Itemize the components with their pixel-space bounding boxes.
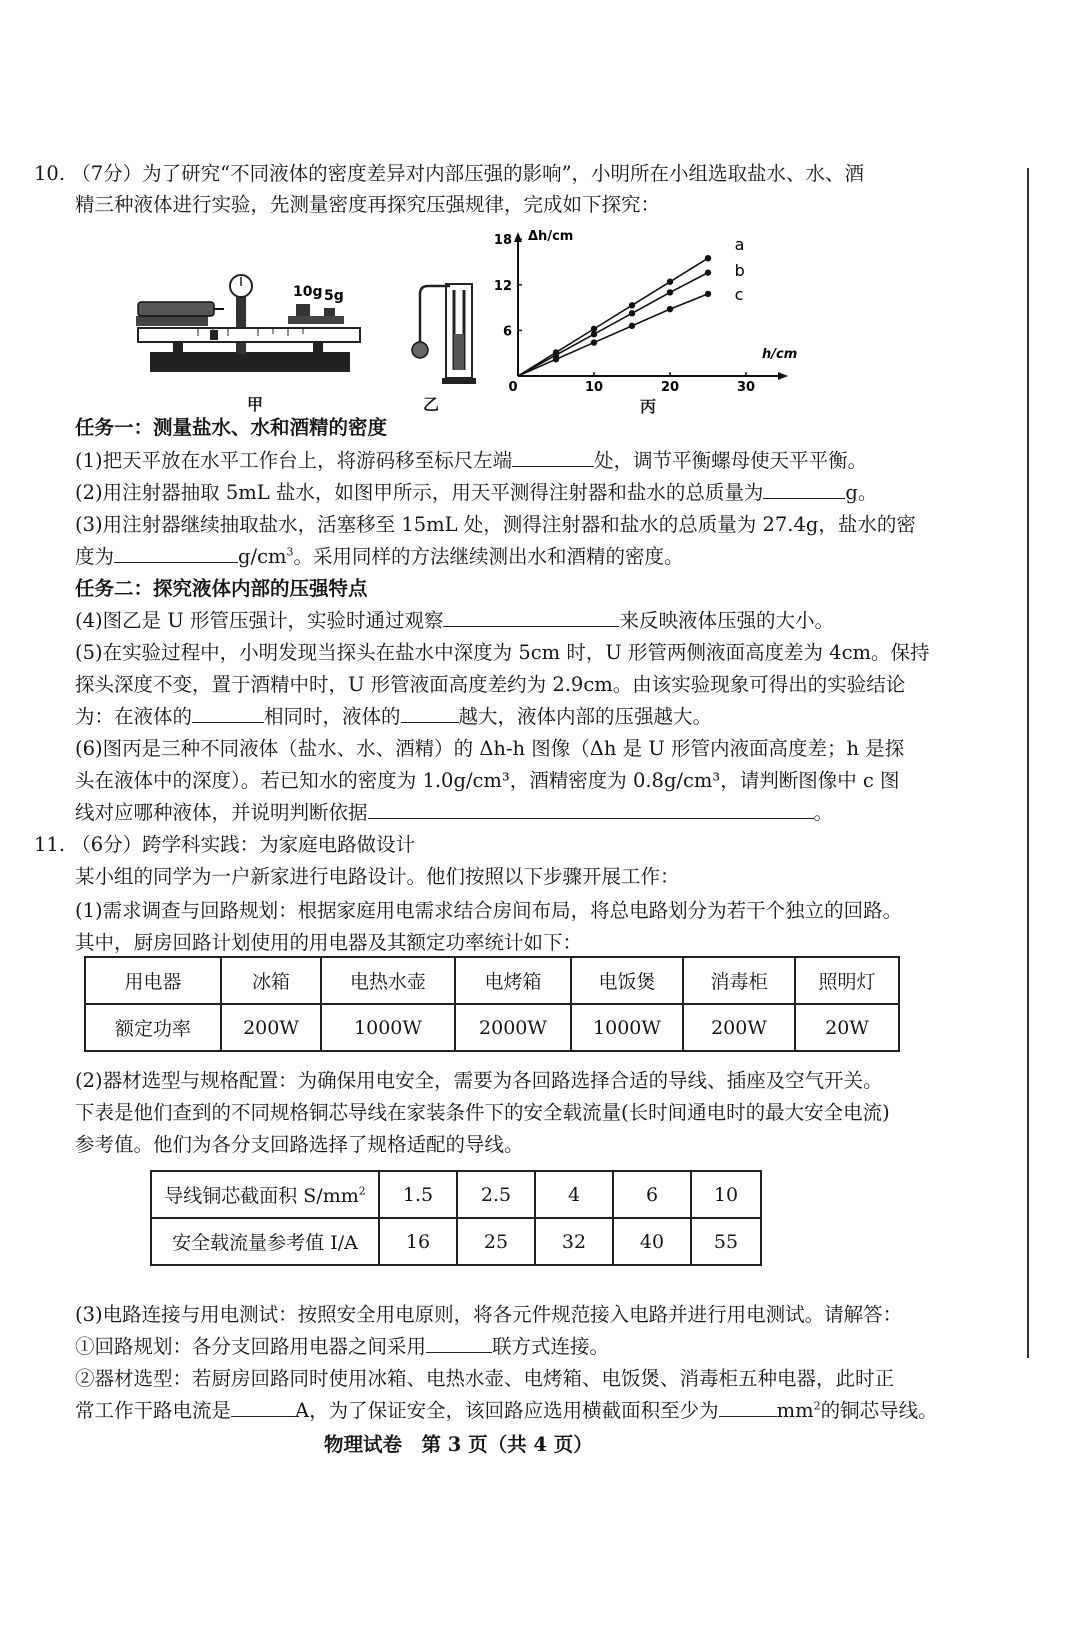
series-label-c: c	[734, 285, 744, 304]
table-cell: 200W	[683, 1004, 795, 1051]
table-row	[151, 1171, 761, 1218]
data-point-b	[629, 310, 635, 316]
blank-1[interactable]	[512, 448, 594, 467]
task2-title: 任务二：探究液体内部的压强特点	[75, 577, 368, 600]
q10-item6-line3: 线对应哪种液体，并说明判断依据 。	[75, 801, 834, 824]
table-cell: 用电器	[85, 957, 221, 1004]
blank-8[interactable]	[426, 1334, 492, 1353]
series-label-a: a	[734, 235, 745, 254]
data-point-c	[553, 356, 559, 362]
series-line-b	[518, 273, 708, 376]
series-line-c	[518, 294, 708, 376]
x-tick-label: 30	[736, 380, 756, 395]
q10-item5-line1: (5)在实验过程中，小明发现当探头在盐水中深度为 5cm 时，U 形管两侧液面高度差为 4cm。保持	[75, 641, 930, 664]
q10-item3-line1: (3)用注射器继续抽取盐水，活塞移至 15mL 处，测得注射器和盐水的总质量为 27.4g，盐水的密	[75, 513, 916, 536]
figure-bing-label: 丙	[640, 397, 657, 416]
table-cell: 10	[691, 1171, 761, 1218]
q11-stem-line1: 11. （6分）跨学科实践：为家庭电路做设计	[34, 833, 416, 856]
y-tick-label: 6	[502, 324, 512, 340]
data-point-b	[667, 289, 673, 295]
table-cell: 200W	[221, 1004, 321, 1051]
blank-6[interactable]	[401, 704, 459, 723]
table-cell: 1000W	[321, 1004, 455, 1051]
q10-item6-line1: (6)图丙是三种不同液体（盐水、水、酒精）的 Δh-h 图像（Δh 是 U 形管内液面高度差；h 是探	[75, 737, 905, 760]
table-header-cell: 导线铜芯截面积 $S/mm^2$	[151, 1171, 379, 1218]
x-tick-label: 10	[584, 380, 604, 395]
data-point-a	[667, 279, 673, 285]
appliance-power-table	[84, 956, 900, 1052]
q11-step2-line1: (2)器材选型与规格配置：为确保用电安全，需要为各回路选择合适的导线、插座及空气开关。	[75, 1069, 883, 1092]
weight-5g-label: 5g	[324, 288, 344, 304]
right-margin-rule	[1027, 168, 1029, 1358]
table-cell: 冰箱	[221, 957, 321, 1004]
data-point-c	[667, 306, 673, 312]
blank-7[interactable]	[368, 800, 814, 819]
table-cell: 40	[613, 1218, 691, 1265]
q10-item3-line2: 度为 $g/cm^3$。采用同样的方法继续测出水和酒精的密度。	[75, 545, 684, 568]
table-cell: 电饭煲	[571, 957, 683, 1004]
figure-balance	[128, 272, 368, 380]
table-cell: 55	[691, 1218, 761, 1265]
data-point-c	[591, 339, 597, 345]
q11-stem-line2: 某小组的同学为一户新家进行电路设计。他们按照以下步骤开展工作：	[75, 865, 680, 888]
table-row	[85, 957, 899, 1004]
x-axis-arrow	[778, 372, 788, 380]
q10-item2: (2)用注射器抽取 5mL 盐水，如图甲所示，用天平测得注射器和盐水的总质量为 g。	[75, 481, 878, 504]
table-cell: 32	[535, 1218, 613, 1265]
table-row	[151, 1218, 761, 1265]
table-cell: 电热水壶	[321, 957, 455, 1004]
table-cell: 消毒柜	[683, 957, 795, 1004]
figure-u-tube-manometer	[400, 282, 480, 388]
data-point-c	[705, 291, 711, 297]
blank-10[interactable]	[719, 1398, 777, 1417]
table-cell: 1.5	[379, 1171, 457, 1218]
q10-stem-line2: 精三种液体进行实验，先测量密度再探究压强规律，完成如下探究：	[75, 193, 661, 216]
table-cell: 2000W	[455, 1004, 571, 1051]
q11-step1-line2: 其中，厨房回路计划使用的用电器及其额定功率统计如下：	[75, 931, 583, 954]
q11-step3-part1: ①回路规划：各分支回路用电器之间采用 联方式连接。	[75, 1335, 610, 1358]
data-point-b	[705, 269, 711, 275]
q11-step2-line2: 下表是他们查到的不同规格铜芯导线在家装条件下的安全载流量(长时间通电时的最大安全电流)	[75, 1101, 890, 1124]
table-cell: 额定功率	[85, 1004, 221, 1051]
table-cell: 电烤箱	[455, 957, 571, 1004]
q11-step2-line3: 参考值。他们为各分支回路选择了规格适配的导线。	[75, 1133, 524, 1156]
table-cell: 1000W	[571, 1004, 683, 1051]
table-row	[85, 1004, 899, 1051]
table-header-cell: 安全载流量参考值 I/A	[151, 1218, 379, 1265]
q10-item5-line3: 为：在液体的 相同时，液体的 越大，液体内部的压强越大。	[75, 705, 713, 728]
q11-step3-part2-line2: 常工作干路电流是 A，为了保证安全，该回路应选用横截面积至少为 $mm^2$的铜芯导线。	[75, 1399, 938, 1422]
q10-item6-line2: 头在液体中的深度）。若已知水的密度为 1.0g/cm³，酒精密度为 0.8g/cm³，请判断图像中 c 图	[75, 769, 900, 792]
q11-step3-part2-line1: ②器材选型：若厨房回路同时使用冰箱、电热水壶、电烤箱、电饭煲、消毒柜五种电器，此时正	[75, 1367, 895, 1390]
table-cell: 2.5	[457, 1171, 535, 1218]
blank-2[interactable]	[763, 480, 845, 499]
table-cell: 4	[535, 1171, 613, 1218]
y-axis-label: Δh/cm	[528, 229, 574, 244]
table-cell: 16	[379, 1218, 457, 1265]
blank-4[interactable]	[443, 608, 619, 627]
q11-step3-intro: (3)电路连接与用电测试：按照安全用电原则，将各元件规范接入电路并进行用电测试。请解答：	[75, 1303, 903, 1326]
data-point-a	[629, 302, 635, 308]
task1-title: 任务一：测量盐水、水和酒精的密度	[75, 416, 388, 439]
figure-jia-label: 甲	[247, 395, 264, 414]
q10-item4: (4)图乙是 U 形管压强计，实验时通过观察 来反映液体压强的大小。	[75, 609, 834, 632]
series-line-a	[518, 258, 708, 376]
table-cell: 照明灯	[795, 957, 899, 1004]
q10-item5-line2: 探头深度不变，置于酒精中时，U 形管液面高度差约为 2.9cm。由该实验现象可得出的实验结论	[75, 673, 906, 696]
delta-h-vs-h-chart	[490, 228, 800, 398]
blank-5[interactable]	[192, 704, 264, 723]
q11-step1-line1: (1)需求调查与回路规划：根据家庭用电需求结合房间布局，将总电路划分为若干个独立的回路。	[75, 899, 903, 922]
page-footer: 物理试卷 第 3 页（共 4 页）	[324, 1433, 593, 1456]
y-axis-arrow	[514, 232, 522, 242]
table-cell: 6	[613, 1171, 691, 1218]
series-label-b: b	[734, 261, 745, 280]
y-tick-label: 18	[493, 233, 512, 249]
y-tick-label: 12	[493, 278, 512, 294]
wire-capacity-table	[150, 1170, 762, 1266]
x-tick-label: 20	[660, 380, 680, 395]
q10-item1: (1)把天平放在水平工作台上，将游码移至标尺左端 处，调节平衡螺母使天平平衡。	[75, 449, 868, 472]
table-cell: 25	[457, 1218, 535, 1265]
q10-stem-line1: 10. （7分）为了研究“不同液体的密度差异对内部压强的影响”，小明所在小组选取盐水、水、酒	[34, 162, 865, 185]
data-point-c	[629, 323, 635, 329]
weight-10g-label: 10g	[293, 284, 323, 300]
blank-3[interactable]	[114, 544, 238, 563]
tick-label: 0	[508, 380, 518, 395]
data-point-b	[591, 331, 597, 337]
figure-yi-label: 乙	[423, 395, 440, 414]
table-cell: 20W	[795, 1004, 899, 1051]
blank-9[interactable]	[231, 1398, 295, 1417]
data-point-a	[705, 255, 711, 261]
x-axis-label: h/cm	[762, 347, 798, 362]
